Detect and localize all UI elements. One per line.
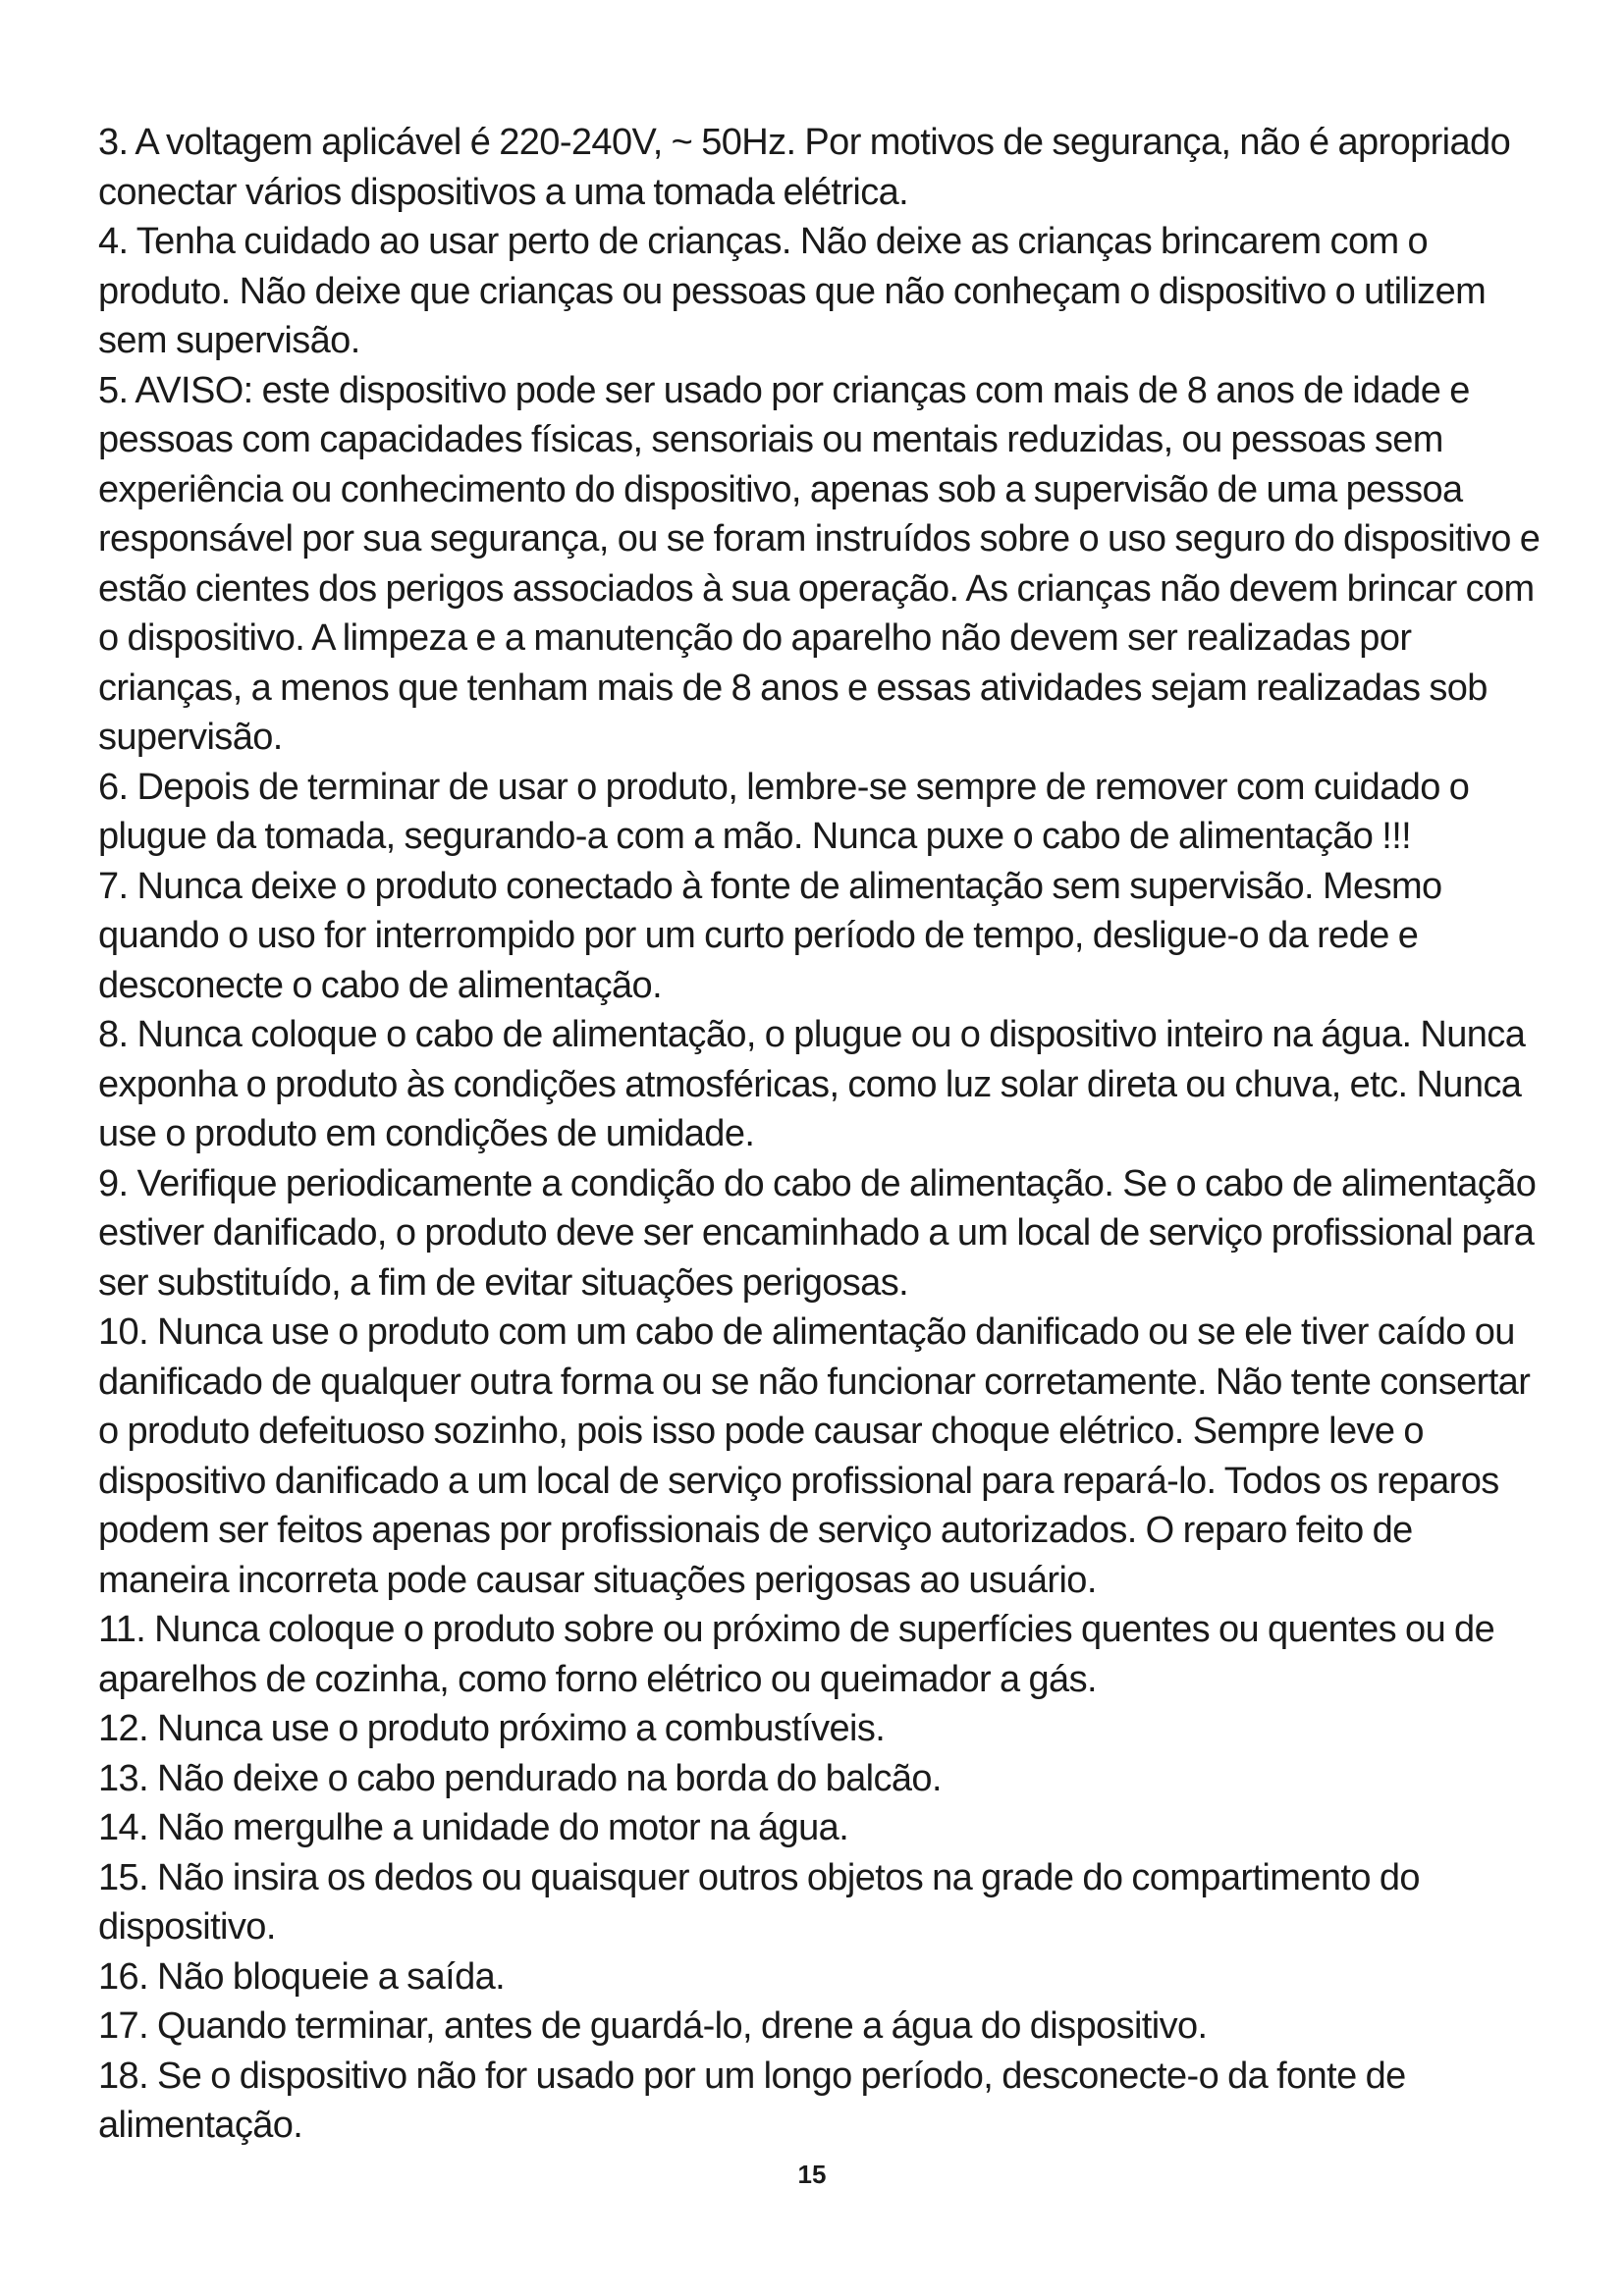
instruction-4: 4. Tenha cuidado ao usar perto de crianças. Não deixe as crianças brincarem com o produto. Não deixe que crianças ou pessoas que não conheçam o dispositivo o utilizem sem supervisão. [98, 221, 1487, 361]
instruction-12: 12. Nunca use o produto próximo a combustíveis. [98, 1708, 886, 1749]
instruction-16: 16. Não bloqueie a saída. [98, 1955, 506, 1998]
instruction-8: 8. Nunca coloque o cabo de alimentação, o plugue ou o dispositivo inteiro na água. Nunca exponha o produto às condições atmosféricas, como luz solar direta ou chuva, etc. Nunca use o produto em condições de umidade. [98, 1014, 1526, 1154]
instruction-9: 9. Verifique periodicamente a condição do cabo de alimentação. Se o cabo de alimentação estiver danificado, o produto deve ser encaminhado a um local de serviço profissional para ser substituído, a fim de evitar situações perigosas. [98, 1162, 1537, 1304]
instructions-list [98, 118, 1551, 2151]
instruction-3: 3. A voltagem aplicável é 220-240V, ~ 50Hz. Por motivos de segurança, não é apropriado conectar vários dispositivos a uma tomada elétrica. [98, 122, 1511, 213]
page-number: 15 [797, 2160, 827, 2189]
instruction-6: 6. Depois de terminar de usar o produto, lembre-se sempre de remover com cuidado o plugue da tomada, segurando-a com a mão. Nunca puxe o cabo de alimentação !!! [98, 766, 1470, 857]
instruction-5: 5. AVISO: este dispositivo pode ser usado por crianças com mais de 8 anos de idade e pessoas com capacidades físicas, sensoriais ou mentais reduzidas, ou pessoas sem experiência ou conhecimento do dispositivo, apenas sob a supervisão de uma pessoa responsável por sua segurança, ou se foram instruídos sobre o uso seguro do dispositivo e estão cientes dos perigos associados à sua operação. As crianças não devem brincar com o dispositivo. A limpeza e a manutenção do aparelho não devem ser realizadas por crianças, a menos que tenham mais de 8 anos e essas atividades sejam realizadas sob supervisão. [98, 369, 1541, 758]
instruction-14: 14. Não mergulhe a unidade do motor na água. [98, 1807, 849, 1848]
instruction-13: 13. Não deixe o cabo pendurado na borda do balcão. [98, 1757, 942, 1799]
instruction-18: 18. Se o dispositivo não for usado por um longo período, desconecte-o da fonte de alimentação. [98, 2055, 1406, 2146]
instruction-10: 10. Nunca use o produto com um cabo de alimentação danificado ou se ele tiver caído ou danificado de qualquer outra forma ou se não funcionar corretamente. Não tente consertar o produto defeituoso sozinho, pois isso pode causar choque elétrico. Sempre leve o dispositivo danificado a um local de serviço profissional para repará-lo. Todos os reparos podem ser feitos apenas por profissionais de serviço autorizados. O reparo feito de maneira incorreta pode causar situações perigosas ao usuário. [98, 1311, 1531, 1601]
instruction-11: 11. Nunca coloque o produto sobre ou próximo de superfícies quentes ou quentes ou de aparelhos de cozinha, como forno elétrico ou queimador a gás. [98, 1609, 1495, 1700]
instruction-7: 7. Nunca deixe o produto conectado à fonte de alimentação sem supervisão. Mesmo quando o uso for interrompido por um curto período de tempo, desligue-o da rede e desconecte o cabo de alimentação. [98, 865, 1442, 1006]
instruction-15: 15. Não insira os dedos ou quaisquer outros objetos na grade do compartimento do dispositivo. [98, 1856, 1420, 1948]
instruction-17: 17. Quando terminar, antes de guardá-lo, drene a água do dispositivo. [98, 2005, 1208, 2047]
